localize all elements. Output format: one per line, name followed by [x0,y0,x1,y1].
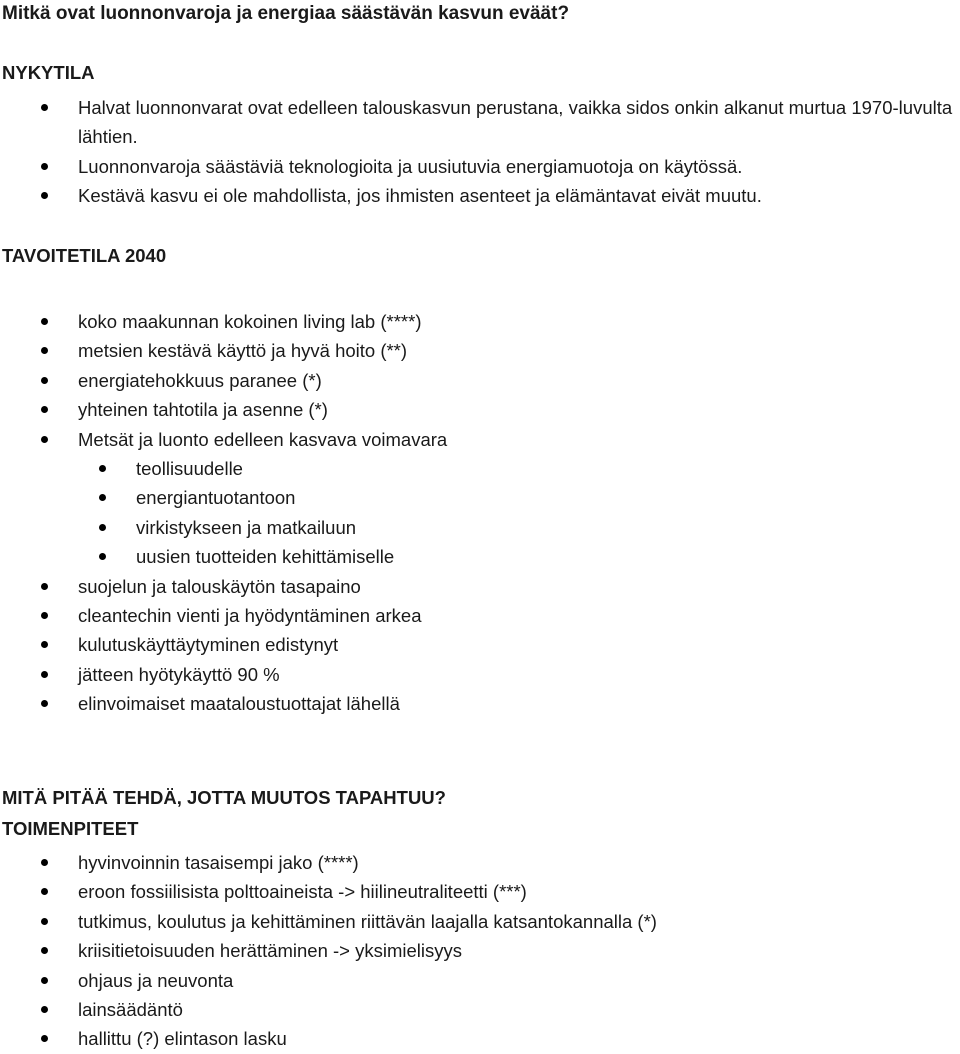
list-item: suojelun ja talouskäytön tasapaino [78,572,447,601]
list-item: tutkimus, koulutus ja kehittäminen riittävän laajalla katsantokannalla (*) [78,907,657,936]
bullet-icon [41,918,48,925]
bullet-icon [41,947,48,954]
section-heading-tavoitetila: TAVOITETILA 2040 [2,245,167,266]
list-item: metsien kestävä käyttö ja hyvä hoito (**) [78,336,447,365]
list-item: kriisitietoisuuden herättäminen -> yksimielisyys [78,936,657,965]
list-item: yhteinen tahtotila ja asenne (*) [78,395,447,424]
question-heading: MITÄ PITÄÄ TEHDÄ, JOTTA MUUTOS TAPAHTUU? [2,787,446,808]
page-title: Mitkä ovat luonnonvaroja ja energiaa säästävän kasvun eväät? [2,3,570,24]
sub-list-item: virkistykseen ja matkailuun [78,513,447,542]
bullet-icon [99,553,106,560]
bullet-icon [41,888,48,895]
bullet-icon [99,494,106,501]
bullet-icon [41,671,48,678]
list-item: eroon fossiilisista polttoaineista -> hiilineutraliteetti (***) [78,877,657,906]
bullet-icon [41,977,48,984]
bullet-icon [41,1035,48,1042]
section-heading-toimenpiteet: TOIMENPITEET [2,818,139,839]
list-item: Kestävä kasvu ei ole mahdollista, jos ihmisten asenteet ja elämäntavat eivät muutu. [78,181,958,210]
list-item: energiatehokkuus paranee (*) [78,366,447,395]
bullet-icon [41,406,48,413]
bullet-icon [41,1006,48,1013]
bullet-icon [41,700,48,707]
list-item: cleantechin vienti ja hyödyntäminen arkea [78,601,447,630]
bullet-icon [41,859,48,866]
bullet-icon [41,318,48,325]
bullet-icon [41,583,48,590]
list-item: kulutuskäyttäytyminen edistynyt [78,630,447,659]
section-heading-nykytila: NYKYTILA [2,62,95,83]
list-item: ohjaus ja neuvonta [78,966,657,995]
list-item: jätteen hyötykäyttö 90 % [78,660,447,689]
toimenpiteet-list [78,848,657,1054]
sub-list-item: teollisuudelle [78,454,447,483]
list-item: Luonnonvaroja säästäviä teknologioita ja uusiutuvia energiamuotoja on käytössä. [78,152,958,181]
list-item: hyvinvoinnin tasaisempi jako (****) [78,848,657,877]
list-item: hallittu (?) elintason lasku [78,1024,657,1053]
list-item: koko maakunnan kokoinen living lab (****) [78,307,447,336]
bullet-icon [41,347,48,354]
list-item: Metsät ja luonto edelleen kasvava voimavara [78,425,447,454]
list-item: Halvat luonnonvarat ovat edelleen talouskasvun perustana, vaikka sidos onkin alkanut murtua 1970-luvulta lähtien. [78,93,958,152]
bullet-icon [99,524,106,531]
list-item: lainsäädäntö [78,995,657,1024]
bullet-icon [41,436,48,443]
bullet-icon [41,612,48,619]
list-item: elinvoimaiset maataloustuottajat lähellä [78,689,447,718]
tavoitetila-list [78,307,447,719]
nykytila-list [78,93,958,211]
bullet-icon [41,163,48,170]
sub-list-item: energiantuotantoon [78,483,447,512]
bullet-icon [41,192,48,199]
bullet-icon [41,377,48,384]
bullet-icon [99,465,106,472]
bullet-icon [41,641,48,648]
bullet-icon [41,104,48,111]
sub-list-item: uusien tuotteiden kehittämiselle [78,542,447,571]
